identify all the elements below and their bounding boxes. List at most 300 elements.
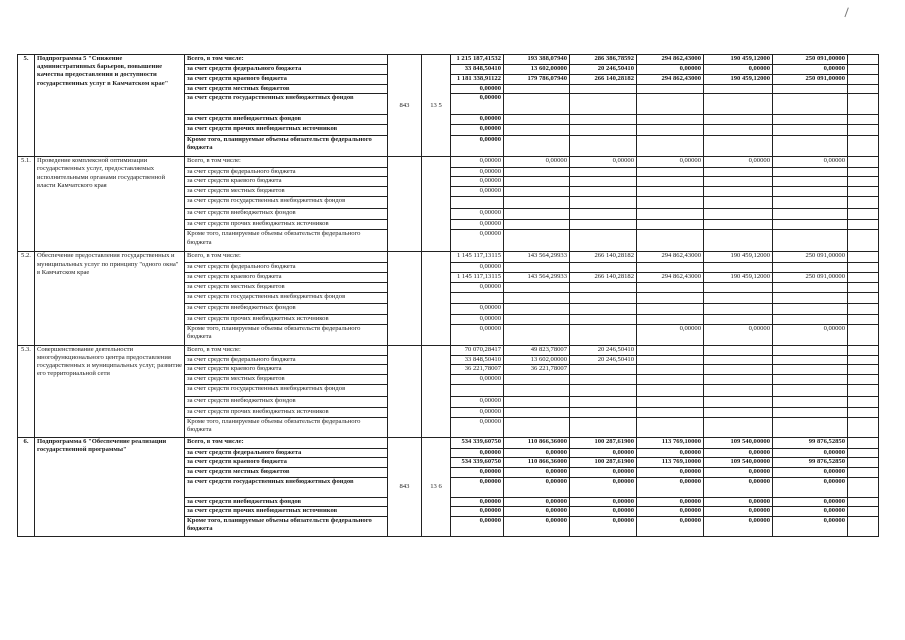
amount-cell: 33 848,50410 (451, 65, 504, 75)
amount-cell: 179 786,07940 (504, 75, 570, 85)
empty-cell (848, 94, 879, 115)
program-code (422, 157, 451, 252)
amount-cell: 110 866,36000 (504, 458, 570, 468)
grbs-code (388, 157, 422, 252)
amount-cell: 0,00000 (451, 263, 504, 272)
funding-source-label: за счет средств внебюджетных фондов (185, 498, 388, 507)
amount-cell (704, 85, 773, 94)
amount-cell (570, 364, 637, 374)
amount-cell: 250 091,00000 (773, 55, 848, 65)
funding-source-label: за счет средств внебюджетных фондов (185, 209, 388, 220)
amount-cell: 33 848,50410 (451, 355, 504, 364)
amount-cell: 0,00000 (451, 177, 504, 187)
amount-cell (773, 115, 848, 125)
amount-cell (570, 303, 637, 314)
empty-cell (848, 282, 879, 292)
empty-cell (848, 507, 879, 517)
amount-cell (704, 314, 773, 324)
empty-cell (848, 517, 879, 537)
amount-cell: 0,00000 (451, 168, 504, 177)
amount-cell (637, 303, 704, 314)
amount-cell: 0,00000 (451, 125, 504, 136)
grbs-code (388, 252, 422, 345)
amount-cell (637, 364, 704, 374)
amount-cell: 143 564,29933 (504, 252, 570, 263)
amount-cell: 534 339,60750 (451, 437, 504, 448)
amount-cell: 113 769,10000 (637, 458, 704, 468)
budget-table-body (18, 55, 879, 537)
amount-cell: 190 459,12000 (704, 55, 773, 65)
amount-cell (637, 197, 704, 209)
amount-cell: 0,00000 (773, 478, 848, 498)
amount-cell: 0,00000 (570, 448, 637, 457)
amount-cell: 0,00000 (773, 157, 848, 168)
funding-source-label: за счет средств прочих внебюджетных источников (185, 220, 388, 230)
amount-cell (773, 282, 848, 292)
amount-cell: 266 140,28182 (570, 272, 637, 282)
funding-source-label: за счет средств государственных внебюджетных фондов (185, 292, 388, 303)
amount-cell: 0,00000 (773, 448, 848, 457)
amount-cell (773, 125, 848, 136)
amount-cell (704, 197, 773, 209)
amount-cell: 0,00000 (704, 468, 773, 478)
amount-cell: 70 070,28417 (451, 345, 504, 355)
amount-cell (504, 220, 570, 230)
item-title: Обеспечение предоставления государственных и муниципальных услуг по принципу "одного окна" в Камчатском крае (35, 252, 185, 345)
amount-cell: 0,00000 (451, 230, 504, 252)
grbs-code: 843 (388, 437, 422, 536)
amount-cell: 0,00000 (570, 517, 637, 537)
empty-cell (848, 85, 879, 94)
amount-cell (570, 209, 637, 220)
amount-cell: 0,00000 (451, 374, 504, 384)
funding-source-label: за счет средств прочих внебюджетных источников (185, 507, 388, 517)
empty-cell (848, 448, 879, 457)
amount-cell: 0,00000 (773, 468, 848, 478)
funding-source-label: за счет средств краевого бюджета (185, 458, 388, 468)
amount-cell (570, 94, 637, 115)
amount-cell (451, 384, 504, 396)
amount-cell: 100 287,61900 (570, 437, 637, 448)
empty-cell (848, 230, 879, 252)
amount-cell (570, 136, 637, 157)
amount-cell (504, 263, 570, 272)
amount-cell: 20 246,50410 (570, 355, 637, 364)
amount-cell (504, 209, 570, 220)
amount-cell (704, 282, 773, 292)
grbs-code (388, 345, 422, 437)
amount-cell: 0,00000 (504, 517, 570, 537)
amount-cell (704, 384, 773, 396)
amount-cell (704, 417, 773, 437)
amount-cell: 0,00000 (637, 468, 704, 478)
amount-cell (637, 396, 704, 407)
amount-cell: 20 246,50410 (570, 65, 637, 75)
amount-cell (704, 263, 773, 272)
amount-cell: 0,00000 (451, 478, 504, 498)
amount-cell (570, 292, 637, 303)
funding-source-label: за счет средств краевого бюджета (185, 75, 388, 85)
amount-cell: 0,00000 (451, 468, 504, 478)
empty-cell (848, 65, 879, 75)
amount-cell: 250 091,00000 (773, 75, 848, 85)
grbs-code: 843 (388, 55, 422, 157)
amount-cell (773, 314, 848, 324)
empty-cell (848, 303, 879, 314)
empty-cell (848, 364, 879, 374)
empty-cell (848, 292, 879, 303)
amount-cell (773, 136, 848, 157)
funding-source-label: за счет средств внебюджетных фондов (185, 396, 388, 407)
amount-cell (773, 197, 848, 209)
funding-source-label: за счет средств государственных внебюджетных фондов (185, 197, 388, 209)
amount-cell: 0,00000 (451, 209, 504, 220)
program-code (422, 345, 451, 437)
amount-cell (570, 263, 637, 272)
amount-cell (637, 125, 704, 136)
funding-source-label: за счет средств краевого бюджета (185, 364, 388, 374)
amount-cell (570, 187, 637, 197)
funding-source-label: за счет средств краевого бюджета (185, 177, 388, 187)
funding-source-label: за счет средств государственных внебюджетных фондов (185, 384, 388, 396)
amount-cell (504, 115, 570, 125)
amount-cell: 0,00000 (504, 157, 570, 168)
program-code: 13 6 (422, 437, 451, 536)
amount-cell: 0,00000 (773, 498, 848, 507)
funding-source-label: за счет средств местных бюджетов (185, 85, 388, 94)
amount-cell (773, 177, 848, 187)
amount-cell: 0,00000 (504, 478, 570, 498)
amount-cell: 0,00000 (704, 517, 773, 537)
amount-cell: 109 540,00000 (704, 437, 773, 448)
funding-source-label: за счет средств прочих внебюджетных источников (185, 125, 388, 136)
amount-cell (773, 220, 848, 230)
amount-cell: 0,00000 (451, 157, 504, 168)
amount-cell (704, 209, 773, 220)
item-number: 5.2. (18, 252, 35, 345)
item-number: 6. (18, 437, 35, 536)
amount-cell (637, 345, 704, 355)
amount-cell (451, 197, 504, 209)
amount-cell: 0,00000 (451, 85, 504, 94)
funding-source-label: Всего, в том числе: (185, 345, 388, 355)
amount-cell (504, 85, 570, 94)
amount-cell (773, 355, 848, 364)
amount-cell: 0,00000 (451, 282, 504, 292)
amount-cell (637, 220, 704, 230)
amount-cell (637, 355, 704, 364)
amount-cell: 0,00000 (451, 94, 504, 115)
amount-cell: 0,00000 (504, 468, 570, 478)
amount-cell (773, 303, 848, 314)
amount-cell (704, 292, 773, 303)
amount-cell (704, 355, 773, 364)
scan-mark (844, 7, 852, 18)
empty-cell (848, 355, 879, 364)
amount-cell (504, 187, 570, 197)
amount-cell: 0,00000 (704, 507, 773, 517)
amount-cell: 294 862,43000 (637, 252, 704, 263)
empty-cell (848, 384, 879, 396)
amount-cell (570, 125, 637, 136)
amount-cell (570, 85, 637, 94)
amount-cell: 250 091,00000 (773, 272, 848, 282)
amount-cell: 0,00000 (570, 507, 637, 517)
amount-cell (704, 187, 773, 197)
amount-cell (504, 417, 570, 437)
amount-cell (704, 136, 773, 157)
funding-source-label: за счет средств федерального бюджета (185, 355, 388, 364)
amount-cell: 294 862,43000 (637, 75, 704, 85)
budget-table (17, 54, 879, 537)
funding-source-label: за счет средств внебюджетных фондов (185, 115, 388, 125)
amount-cell: 36 221,78007 (504, 364, 570, 374)
funding-source-label: Всего, в том числе: (185, 437, 388, 448)
funding-source-label: за счет средств местных бюджетов (185, 468, 388, 478)
amount-cell (704, 374, 773, 384)
item-number: 5.1. (18, 157, 35, 252)
amount-cell (773, 292, 848, 303)
amount-cell (504, 94, 570, 115)
amount-cell (637, 177, 704, 187)
amount-cell: 0,00000 (451, 417, 504, 437)
empty-cell (848, 177, 879, 187)
amount-cell: 36 221,78007 (451, 364, 504, 374)
funding-source-label: за счет средств федерального бюджета (185, 263, 388, 272)
amount-cell (704, 168, 773, 177)
amount-cell: 0,00000 (704, 478, 773, 498)
amount-cell (637, 136, 704, 157)
amount-cell: 0,00000 (570, 498, 637, 507)
amount-cell (451, 292, 504, 303)
amount-cell (773, 396, 848, 407)
amount-cell: 0,00000 (451, 314, 504, 324)
funding-source-label: за счет средств местных бюджетов (185, 374, 388, 384)
amount-cell (504, 374, 570, 384)
funding-source-label: Кроме того, планируемые объемы обязательств федерального бюджета (185, 324, 388, 345)
amount-cell (637, 384, 704, 396)
table-row (18, 55, 879, 65)
amount-cell (704, 220, 773, 230)
empty-cell (848, 314, 879, 324)
amount-cell (637, 94, 704, 115)
amount-cell (570, 168, 637, 177)
amount-cell: 0,00000 (637, 324, 704, 345)
amount-cell (704, 230, 773, 252)
amount-cell (504, 303, 570, 314)
empty-cell (848, 168, 879, 177)
amount-cell: 0,00000 (637, 448, 704, 457)
amount-cell: 190 459,12000 (704, 272, 773, 282)
empty-cell (848, 209, 879, 220)
amount-cell: 0,00000 (773, 517, 848, 537)
table-row (18, 437, 879, 448)
funding-source-label: за счет средств федерального бюджета (185, 448, 388, 457)
amount-cell: 13 602,00000 (504, 65, 570, 75)
amount-cell (773, 417, 848, 437)
amount-cell (570, 396, 637, 407)
empty-cell (848, 498, 879, 507)
amount-cell (504, 384, 570, 396)
empty-cell (848, 136, 879, 157)
amount-cell (570, 282, 637, 292)
amount-cell: 0,00000 (451, 396, 504, 407)
program-code: 13 5 (422, 55, 451, 157)
amount-cell (704, 125, 773, 136)
funding-source-label: за счет средств государственных внебюджетных фондов (185, 94, 388, 115)
amount-cell: 266 140,28182 (570, 75, 637, 85)
amount-cell: 0,00000 (637, 517, 704, 537)
amount-cell (570, 115, 637, 125)
empty-cell (848, 374, 879, 384)
amount-cell (704, 396, 773, 407)
amount-cell (637, 292, 704, 303)
amount-cell (504, 125, 570, 136)
empty-cell (848, 263, 879, 272)
amount-cell (637, 314, 704, 324)
amount-cell (504, 324, 570, 345)
amount-cell (504, 292, 570, 303)
funding-source-label: Всего, в том числе: (185, 55, 388, 65)
amount-cell: 109 540,00000 (704, 458, 773, 468)
amount-cell (637, 374, 704, 384)
amount-cell: 0,00000 (451, 498, 504, 507)
amount-cell (570, 197, 637, 209)
amount-cell: 0,00000 (570, 478, 637, 498)
amount-cell (504, 168, 570, 177)
funding-source-label: за счет средств федерального бюджета (185, 65, 388, 75)
amount-cell (504, 314, 570, 324)
empty-cell (848, 272, 879, 282)
amount-cell: 0,00000 (451, 136, 504, 157)
amount-cell: 286 386,78592 (570, 55, 637, 65)
amount-cell (773, 345, 848, 355)
funding-source-label: за счет средств местных бюджетов (185, 187, 388, 197)
funding-source-label: Кроме того, планируемые объемы обязательств федерального бюджета (185, 230, 388, 252)
empty-cell (848, 345, 879, 355)
amount-cell (704, 345, 773, 355)
amount-cell: 0,00000 (504, 448, 570, 457)
amount-cell (704, 115, 773, 125)
amount-cell (704, 177, 773, 187)
empty-cell (848, 468, 879, 478)
funding-source-label: за счет средств государственных внебюджетных фондов (185, 478, 388, 498)
funding-source-label: за счет средств федерального бюджета (185, 168, 388, 177)
amount-cell: 0,00000 (451, 220, 504, 230)
empty-cell (848, 324, 879, 345)
item-number: 5.3. (18, 345, 35, 437)
amount-cell: 0,00000 (704, 448, 773, 457)
amount-cell: 143 564,29933 (504, 272, 570, 282)
amount-cell (773, 85, 848, 94)
funding-source-label: Всего, в том числе: (185, 252, 388, 263)
amount-cell: 0,00000 (637, 498, 704, 507)
amount-cell: 0,00000 (773, 507, 848, 517)
amount-cell (704, 303, 773, 314)
amount-cell: 0,00000 (504, 498, 570, 507)
amount-cell: 0,00000 (637, 65, 704, 75)
item-title: Совершенствование деятельности многофункционального центра предоставления государственных и муниципальных услуг, развитие его территориальной сети (35, 345, 185, 437)
empty-cell (848, 252, 879, 263)
amount-cell (773, 364, 848, 374)
funding-source-label: Кроме того, планируемые объемы обязательств федерального бюджета (185, 136, 388, 157)
funding-source-label: Всего, в том числе: (185, 157, 388, 168)
amount-cell (570, 314, 637, 324)
amount-cell: 294 862,43000 (637, 55, 704, 65)
amount-cell (637, 187, 704, 197)
funding-source-label: за счет средств прочих внебюджетных источников (185, 314, 388, 324)
amount-cell: 0,00000 (451, 507, 504, 517)
amount-cell: 190 459,12000 (704, 252, 773, 263)
amount-cell: 20 246,50410 (570, 345, 637, 355)
amount-cell: 99 876,52850 (773, 458, 848, 468)
amount-cell: 13 602,00000 (504, 355, 570, 364)
empty-cell (848, 75, 879, 85)
amount-cell: 1 181 338,91122 (451, 75, 504, 85)
empty-cell (848, 187, 879, 197)
amount-cell: 0,00000 (451, 517, 504, 537)
amount-cell: 1 215 187,41532 (451, 55, 504, 65)
amount-cell: 0,00000 (504, 507, 570, 517)
empty-cell (848, 396, 879, 407)
amount-cell: 0,00000 (451, 407, 504, 417)
table-row (18, 252, 879, 263)
amount-cell (504, 197, 570, 209)
empty-cell (848, 417, 879, 437)
empty-cell (848, 407, 879, 417)
amount-cell: 0,00000 (637, 157, 704, 168)
table-row (18, 345, 879, 355)
amount-cell (504, 177, 570, 187)
amount-cell: 0,00000 (704, 498, 773, 507)
amount-cell: 0,00000 (637, 507, 704, 517)
amount-cell: 113 769,10000 (637, 437, 704, 448)
amount-cell (504, 230, 570, 252)
item-title: Подпрограмма 6 "Обеспечение реализации государственной программы" (35, 437, 185, 536)
empty-cell (848, 157, 879, 168)
amount-cell: 0,00000 (451, 324, 504, 345)
amount-cell: 0,00000 (570, 468, 637, 478)
empty-cell (848, 115, 879, 125)
empty-cell (848, 437, 879, 448)
amount-cell: 49 823,78007 (504, 345, 570, 355)
amount-cell (704, 407, 773, 417)
amount-cell (570, 324, 637, 345)
table-row (18, 157, 879, 168)
program-code (422, 252, 451, 345)
amount-cell: 0,00000 (637, 478, 704, 498)
amount-cell (773, 407, 848, 417)
funding-source-label: за счет средств внебюджетных фондов (185, 303, 388, 314)
amount-cell: 294 862,43000 (637, 272, 704, 282)
amount-cell (637, 115, 704, 125)
amount-cell (637, 263, 704, 272)
item-number: 5. (18, 55, 35, 157)
amount-cell: 250 091,00000 (773, 252, 848, 263)
amount-cell (504, 136, 570, 157)
amount-cell: 0,00000 (570, 157, 637, 168)
item-title: Подпрограмма 5 "Снижение административных барьеров, повышение качества предоставления и доступности государственных услуг в Камчатском крае" (35, 55, 185, 157)
amount-cell (704, 364, 773, 374)
funding-source-label: за счет средств краевого бюджета (185, 272, 388, 282)
empty-cell (848, 458, 879, 468)
amount-cell (570, 417, 637, 437)
amount-cell: 0,00000 (451, 115, 504, 125)
amount-cell (637, 282, 704, 292)
amount-cell (570, 384, 637, 396)
amount-cell (773, 263, 848, 272)
amount-cell (637, 168, 704, 177)
